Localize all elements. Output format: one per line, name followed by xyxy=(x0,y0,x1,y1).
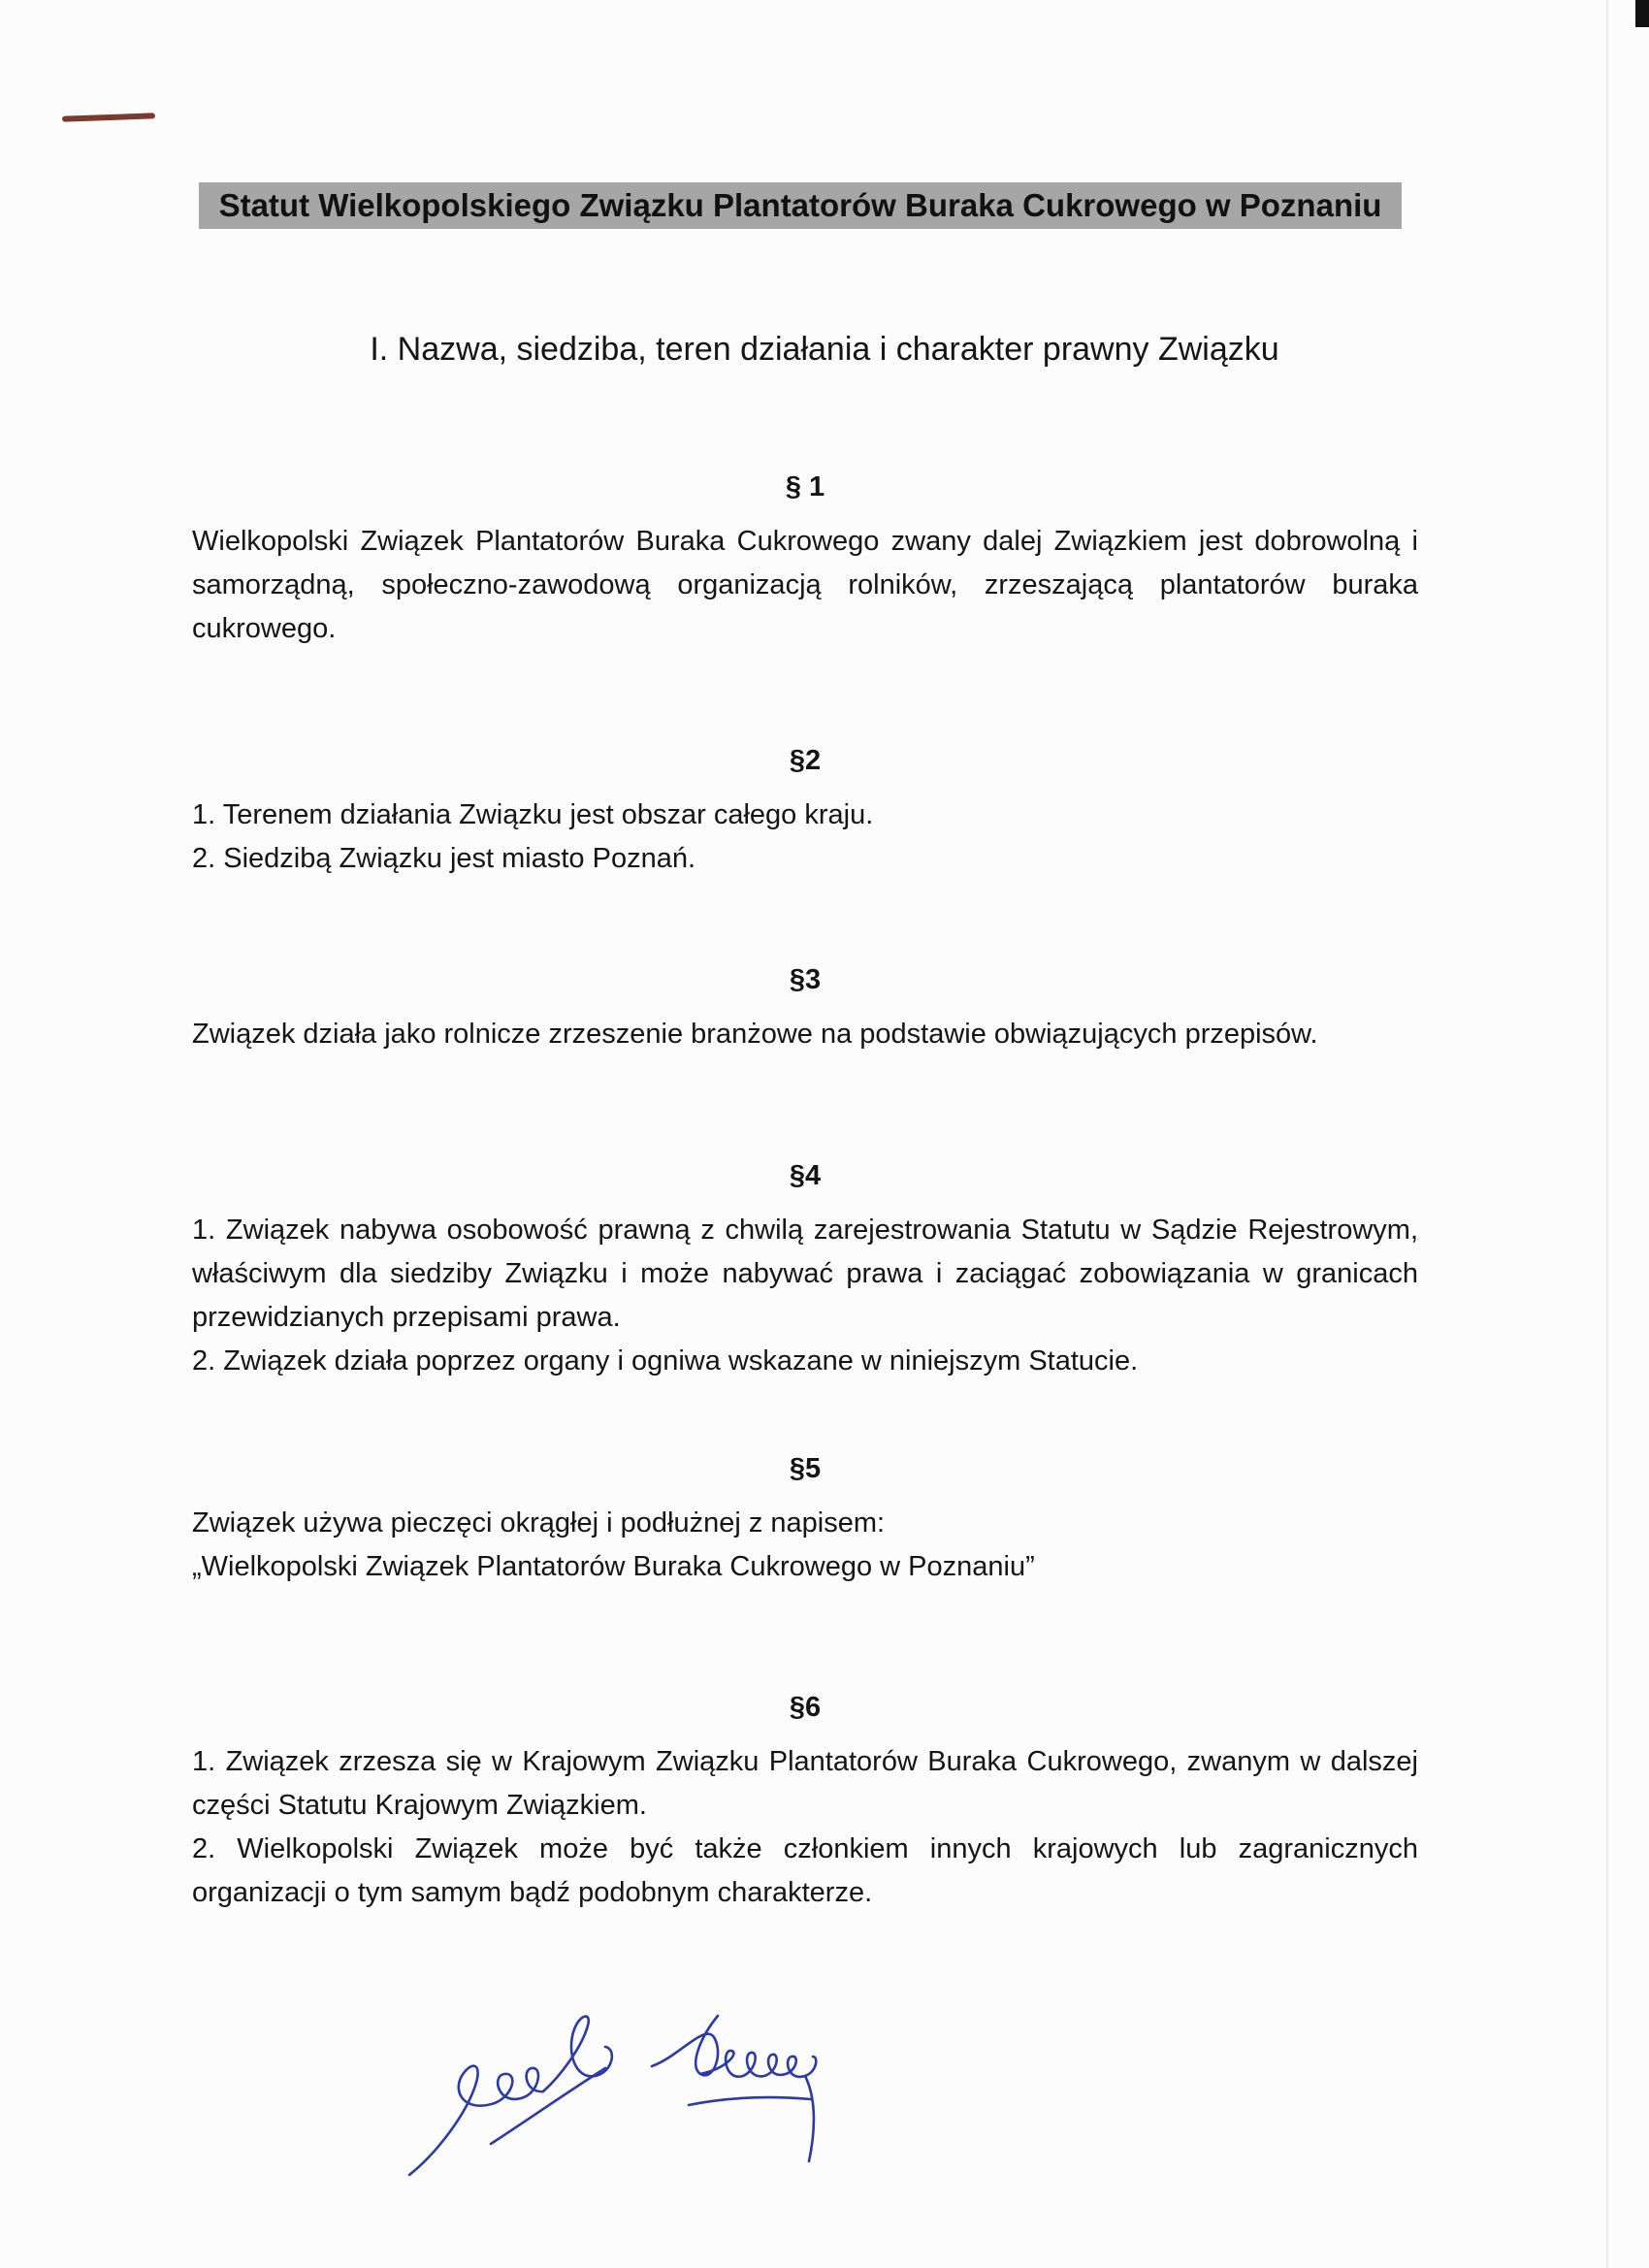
signature-ink xyxy=(409,2016,816,2175)
section-heading: §2 xyxy=(789,745,822,776)
section-6 xyxy=(192,1688,1418,1915)
section-2 xyxy=(192,741,1418,881)
signature-right-underline xyxy=(689,2097,811,2105)
section-paragraph: 2. Siedzibą Związku jest miasto Poznań. xyxy=(192,843,696,874)
scan-bleed-line xyxy=(1606,0,1608,2268)
document-title: Statut Wielkopolskiego Związku Plantatorów Buraka Cukrowego w Poznaniu xyxy=(199,182,1402,229)
pen-mark xyxy=(62,113,155,121)
section-paragraph: „Wielkopolski Związek Plantatorów Buraka Cukrowego w Poznaniu” xyxy=(192,1551,1035,1582)
signature-left-underline xyxy=(491,2068,605,2144)
section-heading: §6 xyxy=(789,1692,822,1723)
signature-right xyxy=(652,2016,816,2161)
section-heading: §5 xyxy=(789,1453,822,1484)
section-paragraph: 1. Związek zrzesza się w Krajowym Związku Plantatorów Buraka Cukrowego, zwanym w dalszej części Statutu Krajowym Związkiem. xyxy=(192,1746,1418,1821)
section-paragraph: 1. Związek nabywa osobowość prawną z chwilą zarejestrowania Statutu w Sądzie Rejestrowym, właściwym dla siedziby Związku i może nabywać prawa i zaciągać zobowiązania w granicach przewidzianych przepisami prawa. xyxy=(192,1215,1418,1333)
chapter-heading: I. Nazwa, siedziba, teren działania i charakter prawny Związku xyxy=(370,331,1279,368)
section-heading: § 1 xyxy=(785,471,825,502)
section-4 xyxy=(192,1156,1418,1383)
section-paragraph: Związek działa jako rolnicze zrzeszenie branżowe na podstawie obwiązujących przepisów. xyxy=(192,1019,1318,1050)
section-paragraph: 1. Terenem działania Związku jest obszar całego kraju. xyxy=(192,799,874,830)
section-paragraph: Wielkopolski Związek Plantatorów Buraka Cukrowego zwany dalej Związkiem jest dobrowolną i samorządną, społeczno-zawodową organizacją rolników, zrzeszającą plantatorów buraka cukrowego. xyxy=(192,526,1418,644)
section-3 xyxy=(192,960,1418,1056)
section-heading: §3 xyxy=(789,964,822,995)
signature-drawing xyxy=(398,1998,863,2183)
section-paragraph: 2. Wielkopolski Związek może być także członkiem innych krajowych lub zagranicznych organizacji o tym samym bądź podobnym charakterze. xyxy=(192,1833,1418,1908)
scan-edge-mark xyxy=(1635,0,1649,27)
signature-left xyxy=(409,2017,612,2175)
section-1 xyxy=(192,468,1418,651)
section-5 xyxy=(192,1449,1418,1589)
section-paragraph: 2. Związek działa poprzez organy i ogniwa wskazane w niniejszym Statucie. xyxy=(192,1345,1139,1377)
signatures xyxy=(398,1998,863,2183)
section-paragraph: Związek używa pieczęci okrągłej i podłużnej z napisem: xyxy=(192,1507,886,1539)
section-heading: §4 xyxy=(789,1160,822,1191)
